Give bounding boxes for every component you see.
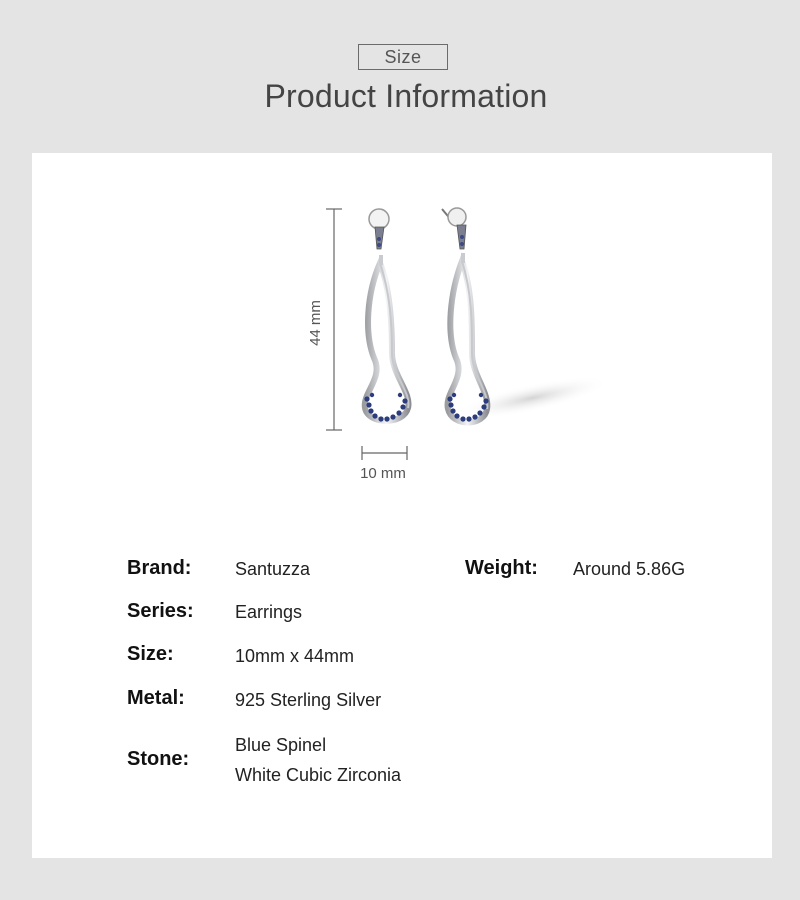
spec-table xyxy=(32,153,772,858)
stone-label: Stone: xyxy=(127,748,190,770)
size-tag: Size xyxy=(358,44,448,70)
size-label: Size: xyxy=(127,643,174,665)
series-value: Earrings xyxy=(235,602,303,622)
size-value: 10mm x 44mm xyxy=(235,646,355,666)
width-label: 10 mm xyxy=(360,465,406,482)
height-label: 44 mm xyxy=(307,300,324,346)
metal-label: Metal: xyxy=(127,687,185,709)
brand-value: Santuzza xyxy=(235,559,311,579)
series-label: Series: xyxy=(127,600,194,622)
page-title: Product Information xyxy=(264,78,548,114)
product-info-card xyxy=(32,153,772,858)
weight-label: Weight: xyxy=(465,557,538,579)
stone-value-2: White Cubic Zirconia xyxy=(235,765,402,785)
brand-label: Brand: xyxy=(127,557,192,579)
metal-value: 925 Sterling Silver xyxy=(235,690,382,710)
stone-value-1: Blue Spinel xyxy=(235,735,327,755)
weight-value: Around 5.86G xyxy=(573,559,686,579)
